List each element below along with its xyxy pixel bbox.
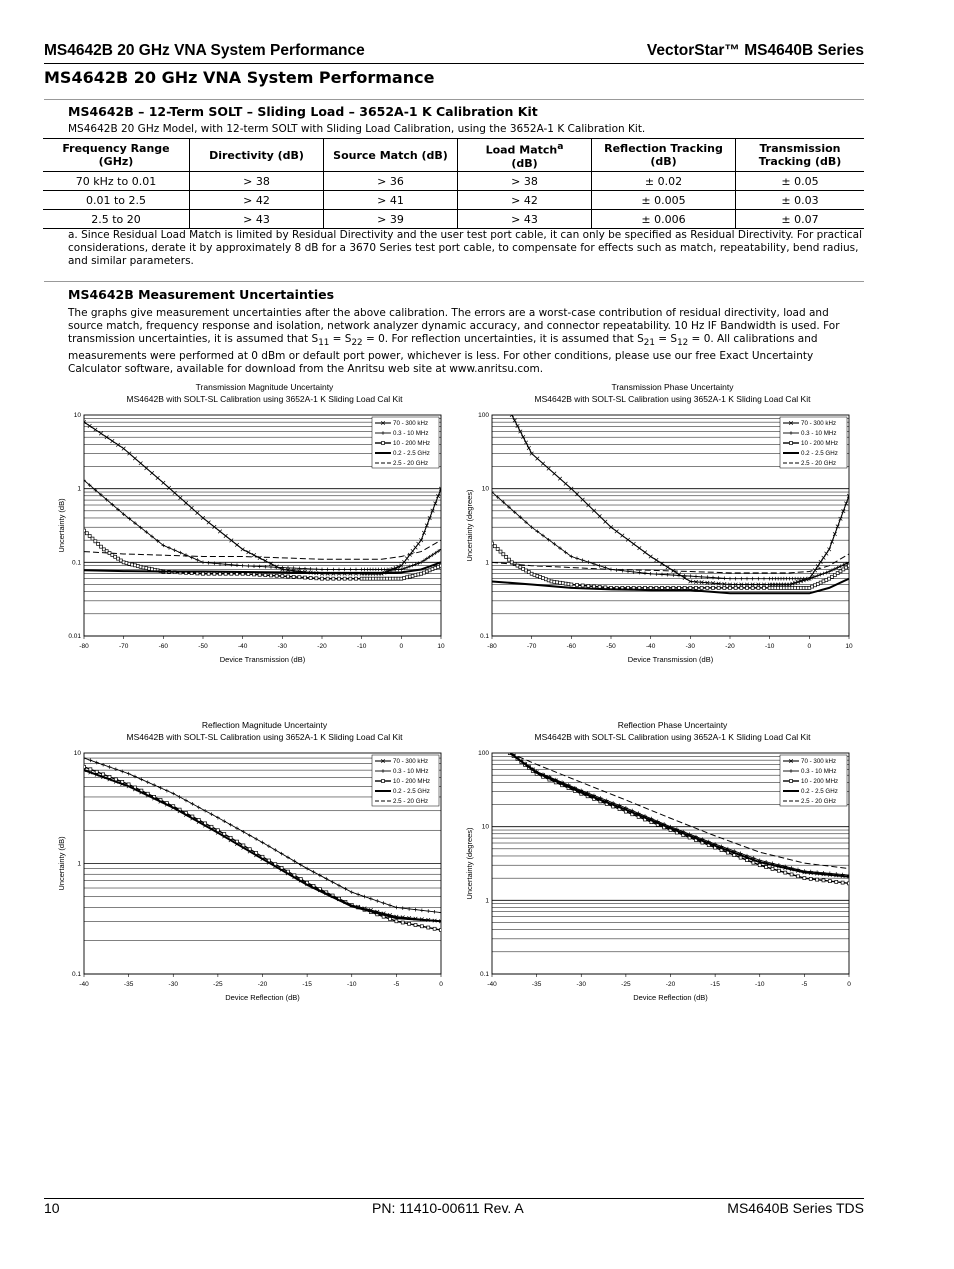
section-divider xyxy=(44,281,864,282)
legend-label: 70 - 300 kHz xyxy=(801,758,837,765)
table-row xyxy=(43,191,864,210)
section-divider xyxy=(44,99,864,100)
y-tick-label: 100 xyxy=(478,412,489,419)
y-tick-label: 1 xyxy=(485,897,489,905)
x-tick-label: -60 xyxy=(158,643,169,650)
chart-subtitle: MS4642B with SOLT-SL Calibration using 3652A-1 K Sliding Load Cal Kit xyxy=(126,394,403,404)
footer-rule xyxy=(44,1198,864,1199)
chart-series-5 xyxy=(492,554,849,573)
legend-label: 10 - 200 MHz xyxy=(393,778,431,785)
legend-label: 2.5 - 20 GHz xyxy=(393,798,429,805)
chart-series-2 xyxy=(490,490,851,580)
subscript: 21 xyxy=(643,338,655,349)
chart-legend xyxy=(780,417,847,468)
legend-label: 0.3 - 10 MHz xyxy=(393,768,429,775)
y-tick-label: 0.01 xyxy=(68,633,81,640)
x-tick-label: -25 xyxy=(213,981,223,988)
table-cell: ± 0.005 xyxy=(592,191,736,210)
x-tick-label: -5 xyxy=(801,981,808,988)
col-reflection-tracking: Reflection Tracking (dB) xyxy=(592,139,736,172)
para-text: = 0. For reflection uncertainties, it is assumed that S xyxy=(362,333,644,345)
x-tick-label: -70 xyxy=(118,643,129,650)
para-text: = 0. All calibrations and measurements were performed at 0 dBm or default port power, whichever is less. For other conditions, please use our free Exact Uncertainty Calculator software, available for download from the Anritsu web site at www.anritsu.com. xyxy=(68,333,818,376)
x-tick-label: -30 xyxy=(168,981,178,988)
col-load-match-label: Load Match xyxy=(485,143,558,157)
x-tick-label: -15 xyxy=(710,981,720,988)
table-cell: > 42 xyxy=(458,191,592,210)
reflection-magnitude-chart xyxy=(52,716,452,1006)
x-tick-label: -20 xyxy=(725,643,735,650)
table-cell: > 38 xyxy=(458,172,592,191)
y-axis-label: Uncertainty (dB) xyxy=(57,498,66,553)
chart-title: Transmission Phase Uncertainty xyxy=(611,382,734,392)
chart-svg xyxy=(460,378,860,668)
calibration-spec-table xyxy=(43,138,864,229)
x-tick-label: -10 xyxy=(764,643,775,650)
chart-legend xyxy=(372,417,439,468)
x-tick-label: -10 xyxy=(755,981,765,988)
page-title: MS4642B 20 GHz VNA System Performance xyxy=(44,68,435,87)
table-row xyxy=(43,210,864,229)
x-tick-label: -20 xyxy=(665,981,676,988)
x-tick-label: -35 xyxy=(531,981,542,988)
table-cell: ± 0.02 xyxy=(592,172,736,191)
subscript: 12 xyxy=(677,338,689,349)
document-name: MS4640B Series TDS xyxy=(727,1200,864,1216)
col-frequency: Frequency Range (GHz) xyxy=(43,139,190,172)
chart-title: Transmission Magnitude Uncertainty xyxy=(195,382,334,392)
legend-label: 2.5 - 20 GHz xyxy=(801,460,837,467)
y-tick-label: 1 xyxy=(77,860,81,868)
legend-label: 2.5 - 20 GHz xyxy=(393,460,429,467)
table-cell: 2.5 to 20 xyxy=(43,210,190,229)
y-tick-label: 0.1 xyxy=(71,559,81,567)
footnote-marker: a xyxy=(557,141,564,153)
uncertainty-heading: MS4642B Measurement Uncertainties xyxy=(68,287,335,302)
y-tick-label: 1 xyxy=(485,559,489,567)
legend-label: 0.2 - 2.5 GHz xyxy=(393,450,430,457)
col-directivity: Directivity (dB) xyxy=(190,139,324,172)
uncertainty-paragraph xyxy=(68,307,860,376)
chart-subtitle: MS4642B with SOLT-SL Calibration using 3652A-1 K Sliding Load Cal Kit xyxy=(534,732,811,742)
legend-label: 0.2 - 2.5 GHz xyxy=(801,450,838,457)
x-tick-label: -80 xyxy=(79,643,89,650)
x-tick-label: -40 xyxy=(237,643,248,650)
header-right: VectorStar™ MS4640B Series xyxy=(646,42,864,59)
legend-label: 70 - 300 kHz xyxy=(801,420,837,427)
part-number: PN: 11410-00611 Rev. A xyxy=(372,1200,524,1216)
table-cell: 70 kHz to 0.01 xyxy=(43,172,190,191)
chart-series-5 xyxy=(84,540,441,559)
x-tick-label: 10 xyxy=(845,643,853,650)
col-load-match xyxy=(458,139,592,172)
para-text: = S xyxy=(654,333,678,345)
para-text: The graphs give measurement uncertainties after the above calibration. The errors are a worst-case contribution of residual directivity, load and source match, frequency response and isolation, network analyzer dynamic accuracy, and connector repeatability. 10 Hz IF Bandwidth is used. For transmission uncertainties, it is assumed that S xyxy=(68,307,840,345)
legend-label: 0.3 - 10 MHz xyxy=(393,430,429,437)
legend-label: 70 - 300 kHz xyxy=(393,420,429,427)
table-cell: > 43 xyxy=(190,210,324,229)
x-tick-label: -70 xyxy=(526,643,537,650)
transmission-phase-chart xyxy=(460,378,860,668)
table-cell: > 39 xyxy=(324,210,458,229)
y-axis-label: Uncertainty (degrees) xyxy=(465,489,474,562)
x-tick-label: -35 xyxy=(123,981,134,988)
legend-label: 0.2 - 2.5 GHz xyxy=(393,788,430,795)
series-line xyxy=(84,480,441,569)
x-tick-label: 0 xyxy=(399,643,404,650)
x-tick-label: -30 xyxy=(576,981,586,988)
transmission-magnitude-chart xyxy=(52,378,452,668)
y-tick-label: 0.1 xyxy=(479,633,489,640)
subscript: 22 xyxy=(351,338,363,349)
table-cell: ± 0.03 xyxy=(736,191,865,210)
x-tick-label: -60 xyxy=(566,643,577,650)
table-cell: ± 0.07 xyxy=(736,210,865,229)
x-tick-label: -25 xyxy=(621,981,631,988)
series-line xyxy=(492,554,849,573)
chart-svg xyxy=(460,716,860,1006)
x-tick-label: -80 xyxy=(487,643,497,650)
legend-label: 0.2 - 2.5 GHz xyxy=(801,788,838,795)
table-cell: > 43 xyxy=(458,210,592,229)
y-tick-label: 10 xyxy=(481,823,489,831)
chart-title: Reflection Phase Uncertainty xyxy=(617,720,728,730)
x-axis-label: Device Transmission (dB) xyxy=(627,655,714,664)
x-tick-label: 0 xyxy=(847,981,851,988)
y-tick-label: 1 xyxy=(77,485,81,493)
col-load-match-unit: (dB) xyxy=(511,156,538,170)
x-tick-label: -40 xyxy=(79,981,89,988)
table-cell: > 36 xyxy=(324,172,458,191)
x-tick-label: -30 xyxy=(277,643,288,650)
table-cell: 0.01 to 2.5 xyxy=(43,191,190,210)
cal-kit-heading: MS4642B – 12-Term SOLT – Sliding Load – 3652A-1 K Calibration Kit xyxy=(68,104,538,119)
chart-svg xyxy=(52,378,452,668)
table-cell: ± 0.05 xyxy=(736,172,865,191)
reflection-phase-chart xyxy=(460,716,860,1006)
table-header-row xyxy=(43,139,864,172)
y-tick-label: 10 xyxy=(73,750,81,757)
y-tick-label: 100 xyxy=(478,750,489,757)
x-axis-label: Device Reflection (dB) xyxy=(225,993,300,1002)
page-number: 10 xyxy=(44,1200,60,1216)
y-tick-label: 10 xyxy=(481,485,489,493)
legend-label: 10 - 200 MHz xyxy=(801,778,839,785)
x-tick-label: -5 xyxy=(393,981,400,988)
col-transmission-tracking: Transmission Tracking (dB) xyxy=(736,139,865,172)
x-tick-label: -10 xyxy=(356,643,367,650)
header-left: MS4642B 20 GHz VNA System Performance xyxy=(44,42,365,59)
y-axis-label: Uncertainty (dB) xyxy=(57,836,66,891)
table-row xyxy=(43,172,864,191)
y-tick-label: 0.1 xyxy=(479,971,489,978)
y-axis-label: Uncertainty (degrees) xyxy=(465,827,474,900)
legend-label: 0.3 - 10 MHz xyxy=(801,768,837,775)
x-tick-label: -40 xyxy=(645,643,656,650)
legend-label: 10 - 200 MHz xyxy=(801,440,839,447)
chart-svg xyxy=(52,716,452,1006)
x-tick-label: -50 xyxy=(606,643,616,650)
x-tick-label: 10 xyxy=(437,643,445,650)
table-footnote: a. Since Residual Load Match is limited by Residual Directivity and the user test port cable, it can only be specified as Residual Directivity. For practical considerations, derate it by approximately 8 dB for a 3670 Series test port cable, to compensate for effects such as match, repeatability, bend radius, and similar parameters. xyxy=(68,229,862,267)
x-tick-label: -30 xyxy=(685,643,696,650)
col-source-match: Source Match (dB) xyxy=(324,139,458,172)
chart-title: Reflection Magnitude Uncertainty xyxy=(201,720,328,730)
table-cell: > 38 xyxy=(190,172,324,191)
x-tick-label: 0 xyxy=(807,643,812,650)
y-tick-label: 10 xyxy=(73,412,81,419)
x-tick-label: -15 xyxy=(302,981,312,988)
legend-label: 10 - 200 MHz xyxy=(393,440,431,447)
x-tick-label: -50 xyxy=(198,643,208,650)
x-axis-label: Device Transmission (dB) xyxy=(219,655,306,664)
legend-label: 70 - 300 kHz xyxy=(393,758,429,765)
x-tick-label: -40 xyxy=(487,981,497,988)
table-cell: ± 0.006 xyxy=(592,210,736,229)
table-cell: > 41 xyxy=(324,191,458,210)
chart-subtitle: MS4642B with SOLT-SL Calibration using 3652A-1 K Sliding Load Cal Kit xyxy=(126,732,403,742)
chart-subtitle: MS4642B with SOLT-SL Calibration using 3652A-1 K Sliding Load Cal Kit xyxy=(534,394,811,404)
chart-legend xyxy=(372,755,439,806)
subscript: 11 xyxy=(318,338,330,349)
x-tick-label: -10 xyxy=(347,981,357,988)
series-line xyxy=(84,540,441,559)
y-tick-label: 0.1 xyxy=(71,971,81,978)
chart-series-2 xyxy=(82,478,443,571)
legend-label: 0.3 - 10 MHz xyxy=(801,430,837,437)
para-text: = S xyxy=(329,333,352,345)
x-axis-label: Device Reflection (dB) xyxy=(633,993,708,1002)
cal-kit-intro: MS4642B 20 GHz Model, with 12-term SOLT with Sliding Load Calibration, using the 3652A-1 K Calibration Kit. xyxy=(68,123,646,135)
chart-legend xyxy=(780,755,847,806)
x-tick-label: -20 xyxy=(257,981,268,988)
legend-label: 2.5 - 20 GHz xyxy=(801,798,837,805)
table-cell: > 42 xyxy=(190,191,324,210)
header-rule xyxy=(44,63,864,64)
x-tick-label: -20 xyxy=(317,643,327,650)
running-header xyxy=(44,42,864,62)
x-tick-label: 0 xyxy=(439,981,443,988)
